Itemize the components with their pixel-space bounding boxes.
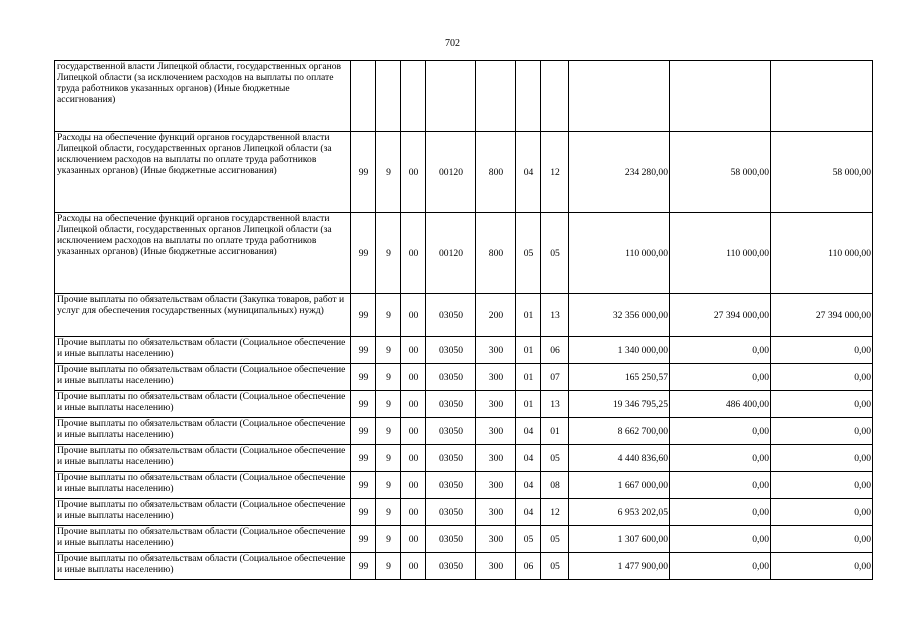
code-section-cell: 05: [516, 213, 541, 294]
amount-year2-cell: 0,00: [670, 418, 771, 445]
code-direction-cell: 00120: [426, 213, 476, 294]
code-expense-type-cell: 300: [476, 445, 516, 472]
code-main-activity-cell: 00: [401, 499, 426, 526]
code-subprogram-cell: [376, 61, 401, 132]
amount-year3-cell: 110 000,00: [771, 213, 873, 294]
code-program-cell: 99: [351, 337, 376, 364]
code-section-cell: 01: [516, 391, 541, 418]
code-subsection-cell: 05: [541, 553, 569, 580]
code-expense-type-cell: [476, 61, 516, 132]
amount-year1-cell: 1 340 000,00: [569, 337, 670, 364]
code-subprogram-cell: 9: [376, 364, 401, 391]
code-subsection-cell: 06: [541, 337, 569, 364]
amount-year2-cell: 0,00: [670, 526, 771, 553]
amount-year2-cell: 27 394 000,00: [670, 294, 771, 337]
code-program-cell: 99: [351, 213, 376, 294]
row-name-cell: государственной власти Липецкой области, государственных органов Липецкой области (за исключением расходов на выплаты по оплате труда работников указанных органов) (Иные бюджетные ассигнования): [55, 61, 351, 132]
amount-year3-cell: 58 000,00: [771, 132, 873, 213]
amount-year2-cell: 0,00: [670, 337, 771, 364]
table-row: [55, 337, 873, 364]
table-row: [55, 445, 873, 472]
code-main-activity-cell: 00: [401, 132, 426, 213]
code-subprogram-cell: 9: [376, 337, 401, 364]
table-row: [55, 553, 873, 580]
code-direction-cell: 03050: [426, 337, 476, 364]
code-program-cell: 99: [351, 364, 376, 391]
amount-year2-cell: 486 400,00: [670, 391, 771, 418]
code-expense-type-cell: 300: [476, 472, 516, 499]
table-row: [55, 391, 873, 418]
code-main-activity-cell: 00: [401, 445, 426, 472]
amount-year3-cell: 0,00: [771, 364, 873, 391]
code-program-cell: 99: [351, 391, 376, 418]
code-expense-type-cell: 800: [476, 213, 516, 294]
amount-year3-cell: 27 394 000,00: [771, 294, 873, 337]
table-row: [55, 526, 873, 553]
code-main-activity-cell: 00: [401, 391, 426, 418]
table-row: [55, 364, 873, 391]
code-section-cell: 01: [516, 364, 541, 391]
code-program-cell: 99: [351, 472, 376, 499]
amount-year2-cell: 0,00: [670, 364, 771, 391]
code-direction-cell: 00120: [426, 132, 476, 213]
amount-year1-cell: 165 250,57: [569, 364, 670, 391]
amount-year3-cell: 0,00: [771, 499, 873, 526]
code-expense-type-cell: 200: [476, 294, 516, 337]
code-main-activity-cell: 00: [401, 364, 426, 391]
code-expense-type-cell: 300: [476, 418, 516, 445]
code-expense-type-cell: 300: [476, 553, 516, 580]
amount-year3-cell: 0,00: [771, 472, 873, 499]
table-row: [55, 132, 873, 213]
code-section-cell: 04: [516, 132, 541, 213]
code-section-cell: 04: [516, 445, 541, 472]
table-row: [55, 499, 873, 526]
code-subsection-cell: 05: [541, 445, 569, 472]
code-subsection-cell: 05: [541, 526, 569, 553]
row-name-cell: Прочие выплаты по обязательствам области (Социальное обеспечение и иные выплаты населению): [55, 499, 351, 526]
code-direction-cell: 03050: [426, 418, 476, 445]
row-name-cell: Прочие выплаты по обязательствам области (Социальное обеспечение и иные выплаты населению): [55, 553, 351, 580]
row-name-cell: Расходы на обеспечение функций органов государственной власти Липецкой области, государственных органов Липецкой области (за исключением расходов на выплаты по оплате труда работников указанных органов) (Иные бюджетные ассигнования): [55, 213, 351, 294]
table-row: [55, 472, 873, 499]
code-subsection-cell: 13: [541, 391, 569, 418]
code-section-cell: 01: [516, 337, 541, 364]
code-program-cell: 99: [351, 132, 376, 213]
amount-year2-cell: 0,00: [670, 553, 771, 580]
amount-year1-cell: 1 477 900,00: [569, 553, 670, 580]
row-name-cell: Прочие выплаты по обязательствам области (Социальное обеспечение и иные выплаты населению): [55, 337, 351, 364]
row-name-cell: Расходы на обеспечение функций органов государственной власти Липецкой области, государственных органов Липецкой области (за исключением расходов на выплаты по оплате труда работников указанных органов) (Иные бюджетные ассигнования): [55, 132, 351, 213]
code-program-cell: 99: [351, 499, 376, 526]
code-direction-cell: 03050: [426, 526, 476, 553]
amount-year2-cell: [670, 61, 771, 132]
code-section-cell: [516, 61, 541, 132]
code-subprogram-cell: 9: [376, 472, 401, 499]
row-name-cell: Прочие выплаты по обязательствам области (Социальное обеспечение и иные выплаты населению): [55, 364, 351, 391]
code-section-cell: 05: [516, 526, 541, 553]
code-subprogram-cell: 9: [376, 294, 401, 337]
code-program-cell: 99: [351, 553, 376, 580]
code-main-activity-cell: 00: [401, 526, 426, 553]
row-name-cell: Прочие выплаты по обязательствам области (Социальное обеспечение и иные выплаты населению): [55, 472, 351, 499]
amount-year2-cell: 0,00: [670, 445, 771, 472]
code-program-cell: 99: [351, 294, 376, 337]
amount-year3-cell: 0,00: [771, 526, 873, 553]
table-row: [55, 213, 873, 294]
table-body: [55, 61, 873, 580]
code-subsection-cell: 01: [541, 418, 569, 445]
code-program-cell: 99: [351, 445, 376, 472]
code-subprogram-cell: 9: [376, 445, 401, 472]
code-expense-type-cell: 300: [476, 364, 516, 391]
code-direction-cell: 03050: [426, 294, 476, 337]
code-subsection-cell: 13: [541, 294, 569, 337]
code-subsection-cell: 07: [541, 364, 569, 391]
page-number: 702: [445, 38, 460, 49]
amount-year1-cell: 19 346 795,25: [569, 391, 670, 418]
code-subsection-cell: 08: [541, 472, 569, 499]
code-expense-type-cell: 300: [476, 391, 516, 418]
code-main-activity-cell: 00: [401, 553, 426, 580]
code-main-activity-cell: 00: [401, 472, 426, 499]
code-subsection-cell: 12: [541, 499, 569, 526]
code-direction-cell: 03050: [426, 472, 476, 499]
code-section-cell: 01: [516, 294, 541, 337]
code-subprogram-cell: 9: [376, 132, 401, 213]
code-program-cell: 99: [351, 418, 376, 445]
amount-year1-cell: 4 440 836,60: [569, 445, 670, 472]
amount-year1-cell: 6 953 202,05: [569, 499, 670, 526]
code-expense-type-cell: 800: [476, 132, 516, 213]
row-name-cell: Прочие выплаты по обязательствам области (Социальное обеспечение и иные выплаты населению): [55, 526, 351, 553]
amount-year1-cell: 1 667 000,00: [569, 472, 670, 499]
code-section-cell: 06: [516, 553, 541, 580]
code-direction-cell: 03050: [426, 445, 476, 472]
code-subsection-cell: 05: [541, 213, 569, 294]
code-direction-cell: [426, 61, 476, 132]
code-direction-cell: 03050: [426, 499, 476, 526]
row-name-cell: Прочие выплаты по обязательствам области (Социальное обеспечение и иные выплаты населению): [55, 391, 351, 418]
code-main-activity-cell: [401, 61, 426, 132]
code-direction-cell: 03050: [426, 364, 476, 391]
amount-year1-cell: 234 280,00: [569, 132, 670, 213]
table-row: [55, 294, 873, 337]
code-direction-cell: 03050: [426, 391, 476, 418]
amount-year3-cell: 0,00: [771, 337, 873, 364]
amount-year3-cell: 0,00: [771, 391, 873, 418]
amount-year1-cell: [569, 61, 670, 132]
table-row: [55, 418, 873, 445]
code-section-cell: 04: [516, 472, 541, 499]
amount-year1-cell: 8 662 700,00: [569, 418, 670, 445]
amount-year3-cell: 0,00: [771, 418, 873, 445]
code-subprogram-cell: 9: [376, 499, 401, 526]
code-subprogram-cell: 9: [376, 391, 401, 418]
row-name-cell: Прочие выплаты по обязательствам области (Социальное обеспечение и иные выплаты населению): [55, 418, 351, 445]
code-subsection-cell: [541, 61, 569, 132]
amount-year2-cell: 0,00: [670, 472, 771, 499]
code-subsection-cell: 12: [541, 132, 569, 213]
code-expense-type-cell: 300: [476, 337, 516, 364]
amount-year3-cell: [771, 61, 873, 132]
code-expense-type-cell: 300: [476, 499, 516, 526]
code-main-activity-cell: 00: [401, 294, 426, 337]
table-row: [55, 61, 873, 132]
code-subprogram-cell: 9: [376, 418, 401, 445]
code-subprogram-cell: 9: [376, 526, 401, 553]
code-subprogram-cell: 9: [376, 553, 401, 580]
budget-table: [54, 60, 873, 580]
code-section-cell: 04: [516, 418, 541, 445]
code-program-cell: [351, 61, 376, 132]
amount-year1-cell: 32 356 000,00: [569, 294, 670, 337]
row-name-cell: Прочие выплаты по обязательствам области (Закупка товаров, работ и услуг для обеспечения государственных (муниципальных) нужд): [55, 294, 351, 337]
code-program-cell: 99: [351, 526, 376, 553]
code-expense-type-cell: 300: [476, 526, 516, 553]
code-main-activity-cell: 00: [401, 337, 426, 364]
amount-year2-cell: 110 000,00: [670, 213, 771, 294]
amount-year3-cell: 0,00: [771, 445, 873, 472]
amount-year2-cell: 58 000,00: [670, 132, 771, 213]
amount-year2-cell: 0,00: [670, 499, 771, 526]
code-direction-cell: 03050: [426, 553, 476, 580]
code-main-activity-cell: 00: [401, 418, 426, 445]
code-main-activity-cell: 00: [401, 213, 426, 294]
amount-year1-cell: 110 000,00: [569, 213, 670, 294]
amount-year1-cell: 1 307 600,00: [569, 526, 670, 553]
row-name-cell: Прочие выплаты по обязательствам области (Социальное обеспечение и иные выплаты населению): [55, 445, 351, 472]
amount-year3-cell: 0,00: [771, 553, 873, 580]
code-section-cell: 04: [516, 499, 541, 526]
code-subprogram-cell: 9: [376, 213, 401, 294]
